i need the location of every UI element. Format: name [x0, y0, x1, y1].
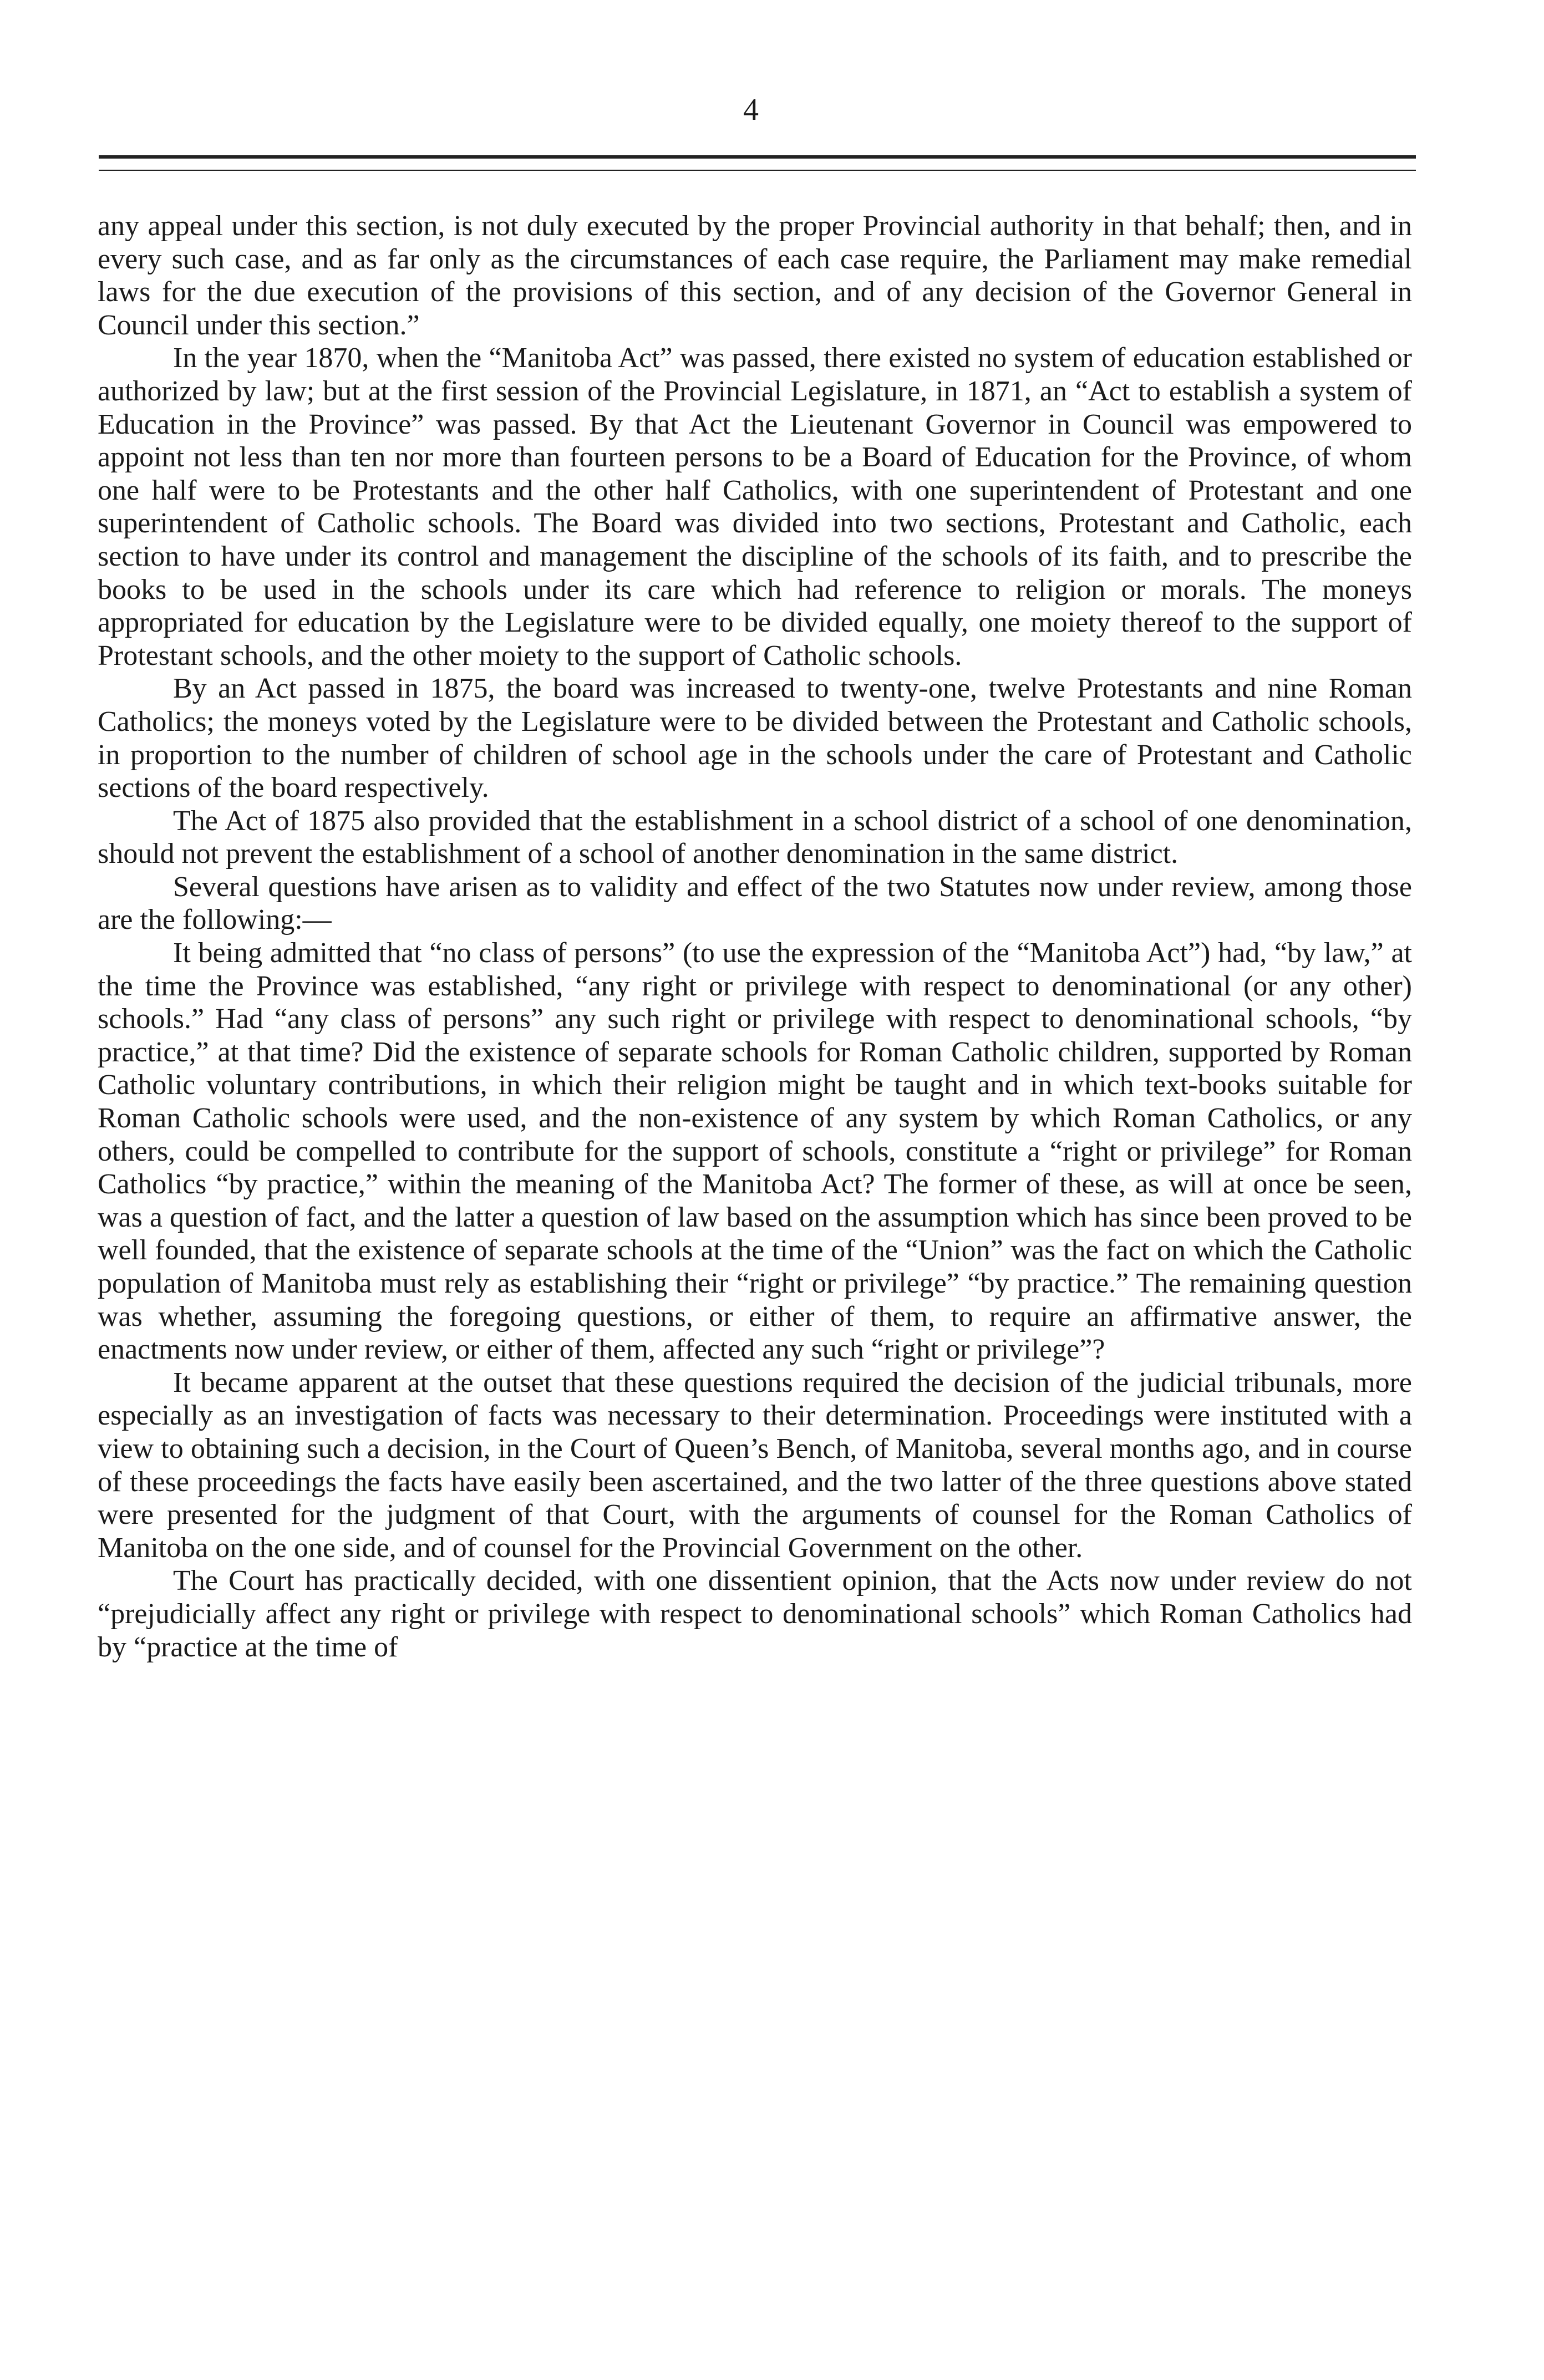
paragraph: It being admitted that “no class of persons” (to use the expression of the “Manitoba Act”) had, “by law,” at the time the Province was established, “any right or privilege with respect to denominational (or any other) schools.” Had “any class of persons” any such right or privilege with respect to denominational schools, “by practice,” at that time? Did the existence of separate schools for Roman Catholic children, supported by Roman Catholic voluntary contributions, in which their religion might be taught and in which text-books suitable for Roman Catholic schools were used, and the non-existence of any system by which Roman Catholics, or any others, could be compelled to contribute for the support of schools, constitute a “right or privilege” for Roman Catholics “by practice,” within the meaning of the Manitoba Act? The former of these, as will at once be seen, was a question of fact, and the latter a question of law based on the assumption which has since been proved to be well founded, that the existence of separate schools at the time of the “Union” was the fact on which the Catholic population of Manitoba must rely as establishing their “right or privilege” “by practice.” The remaining question was whether, assuming the foregoing questions, or either of them, to require an affirmative answer, the enactments now under review, or either of them, affected any such “right or privilege”?	[98, 937, 1412, 1366]
header-rule-thin	[99, 170, 1416, 171]
paragraph: any appeal under this section, is not duly executed by the proper Provincial authority in that behalf; then, and in every such case, and as far only as the circumstances of each case require, the Parliament may make remedial laws for the due execution of the provisions of this section, and of any decision of the Governor General in Council under this section.”	[98, 210, 1412, 341]
body-text	[98, 210, 1412, 1664]
paragraph: In the year 1870, when the “Manitoba Act” was passed, there existed no system of education established or authorized by law; but at the first session of the Provincial Legislature, in 1871, an “Act to establish a system of Education in the Province” was passed. By that Act the Lieutenant Governor in Council was empowered to appoint not less than ten nor more than fourteen persons to be a Board of Education for the Province, of whom one half were to be Protestants and the other half Catholics, with one superintendent of Protestant and one superintendent of Catholic schools. The Board was divided into two sections, Protestant and Catholic, each section to have under its control and management the discipline of the schools of its faith, and to prescribe the books to be used in the schools under its care which had reference to religion or morals. The moneys appropriated for education by the Legislature were to be divided equally, one moiety thereof to the support of Protestant schools, and the other moiety to the support of Catholic schools.	[98, 342, 1412, 672]
header-rule-thick	[99, 155, 1416, 159]
paragraph: Several questions have arisen as to validity and effect of the two Statutes now under review, among those are the following:—	[98, 871, 1412, 936]
paragraph: By an Act passed in 1875, the board was increased to twenty-one, twelve Protestants and nine Roman Catholics; the moneys voted by the Legislature were to be divided between the Protestant and Catholic schools, in proportion to the number of children of school age in the schools under the care of Protestant and Catholic sections of the board respectively.	[98, 673, 1412, 804]
paragraph: The Court has practically decided, with one dissentient opinion, that the Acts now under review do not “prejudicially affect any right or privilege with respect to denominational schools” which Roman Catholics had by “practice at the time of	[98, 1565, 1412, 1663]
page-number: 4	[743, 93, 759, 127]
paragraph: The Act of 1875 also provided that the establishment in a school district of a school of one denomination, should not prevent the establishment of a school of another denomination in the same district.	[98, 805, 1412, 870]
paragraph: It became apparent at the outset that these questions required the decision of the judicial tribunals, more especially as an investigation of facts was necessary to their determination. Proceedings were instituted with a view to obtaining such a decision, in the Court of Queen’s Bench, of Manitoba, several months ago, and in course of these proceedings the facts have easily been ascertained, and the two latter of the three questions above stated were presented for the judgment of that Court, with the arguments of counsel for the Roman Catholics of Manitoba on the one side, and of counsel for the Provincial Government on the other.	[98, 1366, 1412, 1564]
